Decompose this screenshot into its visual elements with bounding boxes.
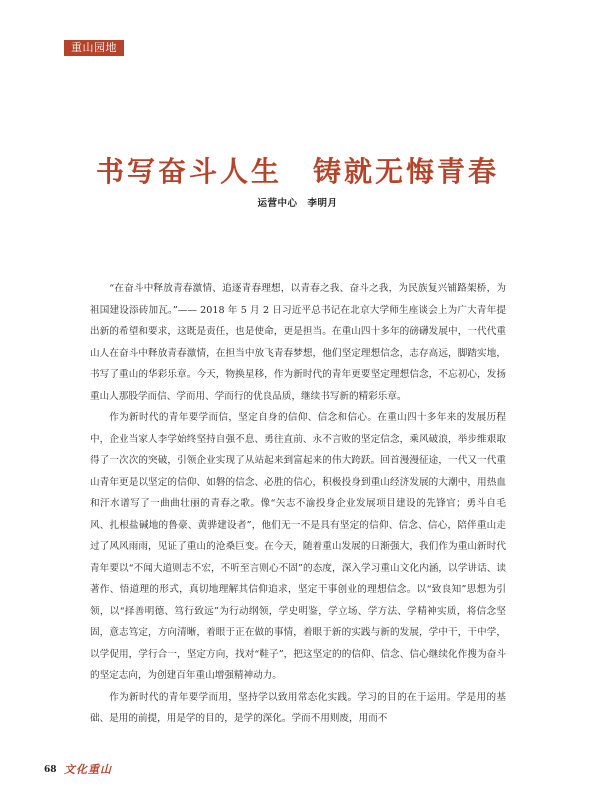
- paragraph-2: 作为新时代的青年要学而信，坚定自身的信仰、信念和信心。在重山四十多年来的发展历程中，企业当家人李学始终坚持自强不息、勇往直前、永不言败的坚定信念，乘风破浪，举步维艰取得了一次次的突破，引领企业实现了从站起来到富起来的伟大跨跃。回首漫漫征途，一代又一代重山青年更是以坚定的信仰、如磐的信念、必胜的信心，积极投身到重山经济发展的大潮中，用热血和汗水谱写了一曲曲壮丽的青春之歌。像“矢志不渝投身企业发展项目建设的先锋官；勇斗自毛风、扎根盐碱地的鲁豪、黄骅建设者”，他们无一不是具有坚定的信仰、信念、信心，陪伴重山走过了风风雨雨，见证了重山的沧桑巨变。在今天，随着重山发展的日渐强大，我们作为重山新时代青年要以“不闻大道则志不宏，不听至言则心不固”的态度，深入学习重山文化内涵，以学讲话、读著作、悟道理的形式，真切地理解其信仰追求，坚定干事创业的理想信念。以“致良知”思想为引领，以“择善明德、笃行致远”为行动纲领，学史明鉴，学立场、学方法、学精神实质，将信念坚固，意志笃定，方向清晰，着眼于正在做的事情，着眼于新的实践与新的发展，学中干，干中学，以学促用，学行合一，坚定方向，找对“鞋子”，把这坚定的的信仰、信念、信心继续化作搜为奋斗的坚定志向，为创建百年重山增强精神动力。: [90, 412, 506, 681]
- paragraph-1: “在奋斗中释放青春激情、追逐青春理想，以青春之我、奋斗之我，为民族复兴铺路架桥，为祖国建设添砖加瓦。”—— 2018 年 5 月 2 日习近平总书记在北京大学师生座谈会上为广大青年提出新的希望和要求，这既是责任，也是使命，更是担当。在重山四十多年的磅礴发展中，一代代重山人在奋斗中释放青春激情，在担当中放飞青春梦想，他们坚定理想信念，志存高远，脚踏实地，书写了重山的华彩乐章。今天，物换星移，作为新时代的青年更要坚定理想信念，不忘初心，发扬重山人那股学而信、学而用、学而行的优良品质，继续书写新的精彩乐章。: [90, 283, 506, 402]
- article-body: [90, 278, 506, 730]
- magazine-logo: 文化重山: [64, 763, 112, 776]
- article-author: 运营中心 李明月: [257, 198, 338, 209]
- paragraph-3: 作为新时代的青年要学而用，坚持学以致用常态化实践。学习的目的在于运用。学是用的基础、是用的前提，用是学的目的，是学的深化。学而不用则废，用而不: [90, 691, 506, 724]
- section-tag: 重山园地: [64, 40, 124, 56]
- page-number: 68: [44, 765, 57, 775]
- article-title: 书写奋斗人生 铸就无悔青春: [95, 155, 499, 188]
